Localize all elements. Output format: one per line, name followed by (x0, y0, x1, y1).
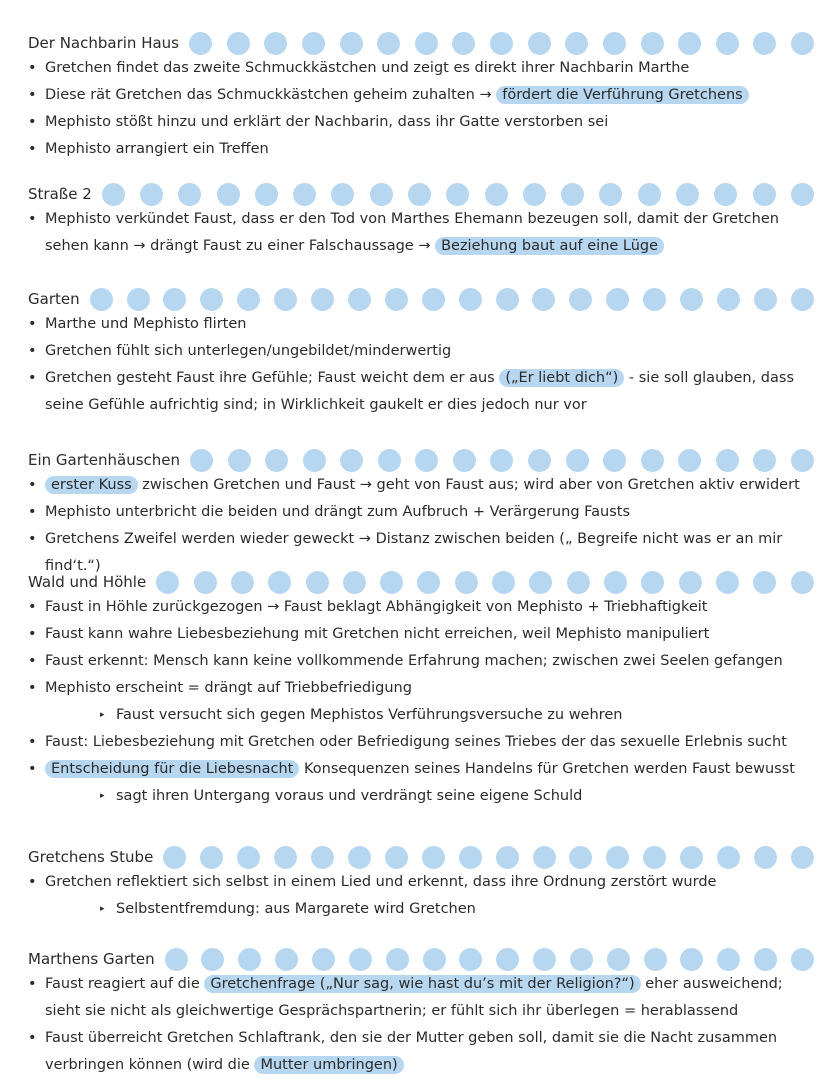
list-item: • Gretchen findet das zweite Schmuckkästchen und zeigt es direkt ihrer Nachbarin Marthe (28, 55, 814, 82)
decorative-dot (528, 32, 551, 55)
list-item: • Gretchens Zweifel werden wieder geweckt → Distanz zwischen beiden („ Begreife nicht was er an mir find‘t.“) (28, 526, 814, 580)
decorative-dot (606, 288, 629, 311)
decorative-dot (680, 846, 703, 869)
section-heading (28, 947, 814, 971)
section-title: Wald und Höhle (28, 573, 147, 591)
decorative-dot (791, 32, 814, 55)
decorative-dot (237, 846, 260, 869)
decorative-dot (349, 948, 372, 971)
dot-divider (165, 948, 814, 971)
section-heading (28, 182, 814, 206)
decorative-dot (386, 948, 409, 971)
decorative-dot (415, 449, 438, 472)
decorative-dot (717, 288, 740, 311)
section-der-nachbarin-haus (28, 31, 814, 163)
dot-divider (156, 571, 814, 594)
decorative-dot (528, 449, 551, 472)
decorative-dot (453, 449, 476, 472)
list-item: • Faust überreicht Gretchen Schlaftrank, den sie der Mutter geben soll, damit sie die Nacht zusammen verbringen können (wird die Mutter umbringen) (28, 1025, 814, 1079)
decorative-dot (178, 183, 201, 206)
decorative-dot (422, 288, 445, 311)
decorative-dot (753, 449, 776, 472)
decorative-dot (189, 32, 212, 55)
decorative-dot (264, 32, 287, 55)
section-wald-und-hoehle (28, 570, 814, 810)
decorative-dot (523, 183, 546, 206)
decorative-dot (423, 948, 446, 971)
decorative-dot (717, 948, 740, 971)
decorative-dot (753, 32, 776, 55)
list-item: • Faust erkennt: Mensch kann keine vollkommende Erfahrung machen; zwischen zwei Seelen gefangen (28, 648, 814, 675)
section-title: Garten (28, 290, 80, 308)
dot-divider (190, 449, 814, 472)
decorative-dot (200, 846, 223, 869)
section-ein-gartenhaeuschen (28, 448, 814, 580)
decorative-dot (348, 846, 371, 869)
sub-list-item: ▸ Faust versucht sich gegen Mephistos Verführungsversuche zu wehren (28, 702, 814, 729)
section-strasse-2 (28, 182, 814, 260)
decorative-dot (90, 288, 113, 311)
decorative-dot (190, 449, 213, 472)
decorative-dot (606, 846, 629, 869)
decorative-dot (607, 948, 630, 971)
decorative-dot (452, 32, 475, 55)
list-item: • Gretchen gesteht Faust ihre Gefühle; Faust weicht dem er aus („Er liebt dich“) - sie soll glauben, dass seine Gefühle aufrichtig sind; in Wirklichkeit gaukelt er dies jedoch nur vor (28, 365, 814, 419)
decorative-dot (529, 571, 552, 594)
list-item: • Mephisto erscheint = drängt auf Triebbefriedigung (28, 675, 814, 702)
decorative-dot (422, 846, 445, 869)
decorative-dot (156, 571, 179, 594)
decorative-dot (490, 449, 513, 472)
highlight: Gretchenfrage („Nur sag, wie hast du’s mit der Religion?“) (204, 975, 640, 993)
decorative-dot (165, 948, 188, 971)
highlight: Beziehung baut auf eine Lüge (435, 237, 664, 255)
decorative-dot (680, 288, 703, 311)
section-heading (28, 570, 814, 594)
decorative-dot (274, 846, 297, 869)
section-garten (28, 287, 814, 419)
dot-divider (102, 183, 814, 206)
dot-divider (90, 288, 814, 311)
list-item: • Faust reagiert auf die Gretchenfrage („Nur sag, wie hast du’s mit der Religion?“) eher ausweichend; sieht sie nicht als gleichwertige Gesprächspartnerin; er fühlt sich ihr überlegen = herablassend (28, 971, 814, 1025)
decorative-dot (228, 449, 251, 472)
section-heading (28, 845, 814, 869)
decorative-dot (415, 32, 438, 55)
bullet-list (28, 55, 814, 163)
list-item: • Entscheidung für die Liebesnacht Konsequenzen seines Handelns für Gretchen werden Faust bewusst (28, 756, 814, 783)
section-title: Gretchens Stube (28, 848, 154, 866)
bullet-list (28, 311, 814, 419)
decorative-dot (265, 449, 288, 472)
decorative-dot (716, 571, 739, 594)
decorative-dot (643, 288, 666, 311)
decorative-dot (533, 948, 556, 971)
decorative-dot (676, 183, 699, 206)
dot-divider (189, 32, 814, 55)
list-item: • Faust in Höhle zurückgezogen → Faust beklagt Abhängigkeit von Mephisto + Triebhaftigkeit (28, 594, 814, 621)
decorative-dot (201, 948, 224, 971)
decorative-dot (370, 183, 393, 206)
decorative-dot (380, 571, 403, 594)
decorative-dot (490, 32, 513, 55)
decorative-dot (753, 571, 776, 594)
bullet-list (28, 472, 814, 580)
decorative-dot (312, 948, 335, 971)
decorative-dot (306, 571, 329, 594)
decorative-dot (791, 449, 814, 472)
decorative-dot (603, 449, 626, 472)
decorative-dot (293, 183, 316, 206)
decorative-dot (227, 32, 250, 55)
decorative-dot (604, 571, 627, 594)
decorative-dot (255, 183, 278, 206)
decorative-dot (791, 948, 814, 971)
section-heading (28, 287, 814, 311)
bullet-list (28, 971, 814, 1079)
decorative-dot (678, 32, 701, 55)
decorative-dot (238, 948, 261, 971)
decorative-dot (302, 32, 325, 55)
decorative-dot (311, 288, 334, 311)
bullet-list (28, 869, 814, 923)
decorative-dot (408, 183, 431, 206)
decorative-dot (532, 288, 555, 311)
list-item: • Faust: Liebesbeziehung mit Gretchen oder Befriedigung seines Triebes der das sexuelle Erlebnis sucht (28, 729, 814, 756)
decorative-dot (377, 32, 400, 55)
list-item: • Mephisto arrangiert ein Treffen (28, 136, 814, 163)
decorative-dot (791, 846, 814, 869)
list-item: • Gretchen fühlt sich unterlegen/ungebildet/minderwertig (28, 338, 814, 365)
section-marthens-garten (28, 947, 814, 1079)
decorative-dot (459, 288, 482, 311)
section-heading (28, 448, 814, 472)
decorative-dot (496, 948, 519, 971)
decorative-dot (567, 571, 590, 594)
list-item: • Mephisto stößt hinzu und erklärt der Nachbarin, dass ihr Gatte verstorben sei (28, 109, 814, 136)
section-gretchens-stube (28, 845, 814, 923)
decorative-dot (679, 571, 702, 594)
list-item: • Mephisto verkündet Faust, dass er den Tod von Marthes Ehemann bezeugen soll, damit der Gretchen sehen kann → drängt Faust zu einer Falschaussage → Beziehung baut auf eine Lüge (28, 206, 814, 260)
decorative-dot (791, 571, 814, 594)
decorative-dot (569, 846, 592, 869)
section-heading (28, 31, 814, 55)
decorative-dot (303, 449, 326, 472)
decorative-dot (754, 948, 777, 971)
section-title: Straße 2 (28, 185, 92, 203)
decorative-dot (641, 449, 664, 472)
list-item: • Faust kann wahre Liebesbeziehung mit Gretchen nicht erreichen, weil Mephisto manipuliert (28, 621, 814, 648)
decorative-dot (459, 948, 482, 971)
bullet-list (28, 206, 814, 260)
decorative-dot (492, 571, 515, 594)
list-item: • Marthe und Mephisto flirten (28, 311, 814, 338)
highlight: Mutter umbringen) (254, 1056, 403, 1074)
highlight: Entscheidung für die Liebesnacht (45, 760, 299, 778)
decorative-dot (603, 32, 626, 55)
list-item: • erster Kuss zwischen Gretchen und Faust → geht von Faust aus; wird aber von Gretchen aktiv erwidert (28, 472, 814, 499)
list-item: • Mephisto unterbricht die beiden und drängt zum Aufbruch + Verärgerung Fausts (28, 499, 814, 526)
decorative-dot (791, 183, 814, 206)
section-title: Marthens Garten (28, 950, 155, 968)
decorative-dot (533, 846, 556, 869)
decorative-dot (237, 288, 260, 311)
sub-list-item: ▸ Selbstentfremdung: aus Margarete wird Gretchen (28, 896, 814, 923)
decorative-dot (714, 183, 737, 206)
decorative-dot (716, 32, 739, 55)
decorative-dot (348, 288, 371, 311)
decorative-dot (385, 288, 408, 311)
decorative-dot (340, 32, 363, 55)
decorative-dot (570, 948, 593, 971)
decorative-dot (140, 183, 163, 206)
decorative-dot (754, 846, 777, 869)
decorative-dot (496, 846, 519, 869)
decorative-dot (163, 288, 186, 311)
decorative-dot (217, 183, 240, 206)
list-item: • Gretchen reflektiert sich selbst in einem Lied und erkennt, dass ihre Ordnung zerstört wurde (28, 869, 814, 896)
decorative-dot (275, 948, 298, 971)
decorative-dot (378, 449, 401, 472)
decorative-dot (599, 183, 622, 206)
decorative-dot (194, 571, 217, 594)
sub-list-item: ▸ sagt ihren Untergang voraus und verdrängt seine eigene Schuld (28, 783, 814, 810)
decorative-dot (340, 449, 363, 472)
decorative-dot (496, 288, 519, 311)
decorative-dot (644, 948, 667, 971)
decorative-dot (385, 846, 408, 869)
decorative-dot (716, 449, 739, 472)
decorative-dot (791, 288, 814, 311)
decorative-dot (311, 846, 334, 869)
decorative-dot (200, 288, 223, 311)
decorative-dot (417, 571, 440, 594)
decorative-dot (754, 288, 777, 311)
decorative-dot (459, 846, 482, 869)
dot-divider (163, 846, 814, 869)
list-item: • Diese rät Gretchen das Schmuckkästchen geheim zuhalten → fördert die Verführung Gretchens (28, 82, 814, 109)
decorative-dot (485, 183, 508, 206)
decorative-dot (127, 288, 150, 311)
decorative-dot (565, 32, 588, 55)
decorative-dot (455, 571, 478, 594)
decorative-dot (231, 571, 254, 594)
decorative-dot (569, 288, 592, 311)
decorative-dot (643, 846, 666, 869)
bullet-list (28, 594, 814, 810)
decorative-dot (678, 449, 701, 472)
highlight: erster Kuss (45, 476, 138, 494)
decorative-dot (717, 846, 740, 869)
decorative-dot (331, 183, 354, 206)
decorative-dot (268, 571, 291, 594)
decorative-dot (102, 183, 125, 206)
decorative-dot (753, 183, 776, 206)
highlight: fördert die Verführung Gretchens (496, 86, 748, 104)
highlight: („Er liebt dich“) (499, 369, 624, 387)
decorative-dot (638, 183, 661, 206)
section-title: Ein Gartenhäuschen (28, 451, 181, 469)
decorative-dot (274, 288, 297, 311)
section-title: Der Nachbarin Haus (28, 34, 179, 52)
decorative-dot (343, 571, 366, 594)
decorative-dot (446, 183, 469, 206)
decorative-dot (641, 32, 664, 55)
decorative-dot (163, 846, 186, 869)
decorative-dot (680, 948, 703, 971)
decorative-dot (561, 183, 584, 206)
decorative-dot (566, 449, 589, 472)
decorative-dot (641, 571, 664, 594)
